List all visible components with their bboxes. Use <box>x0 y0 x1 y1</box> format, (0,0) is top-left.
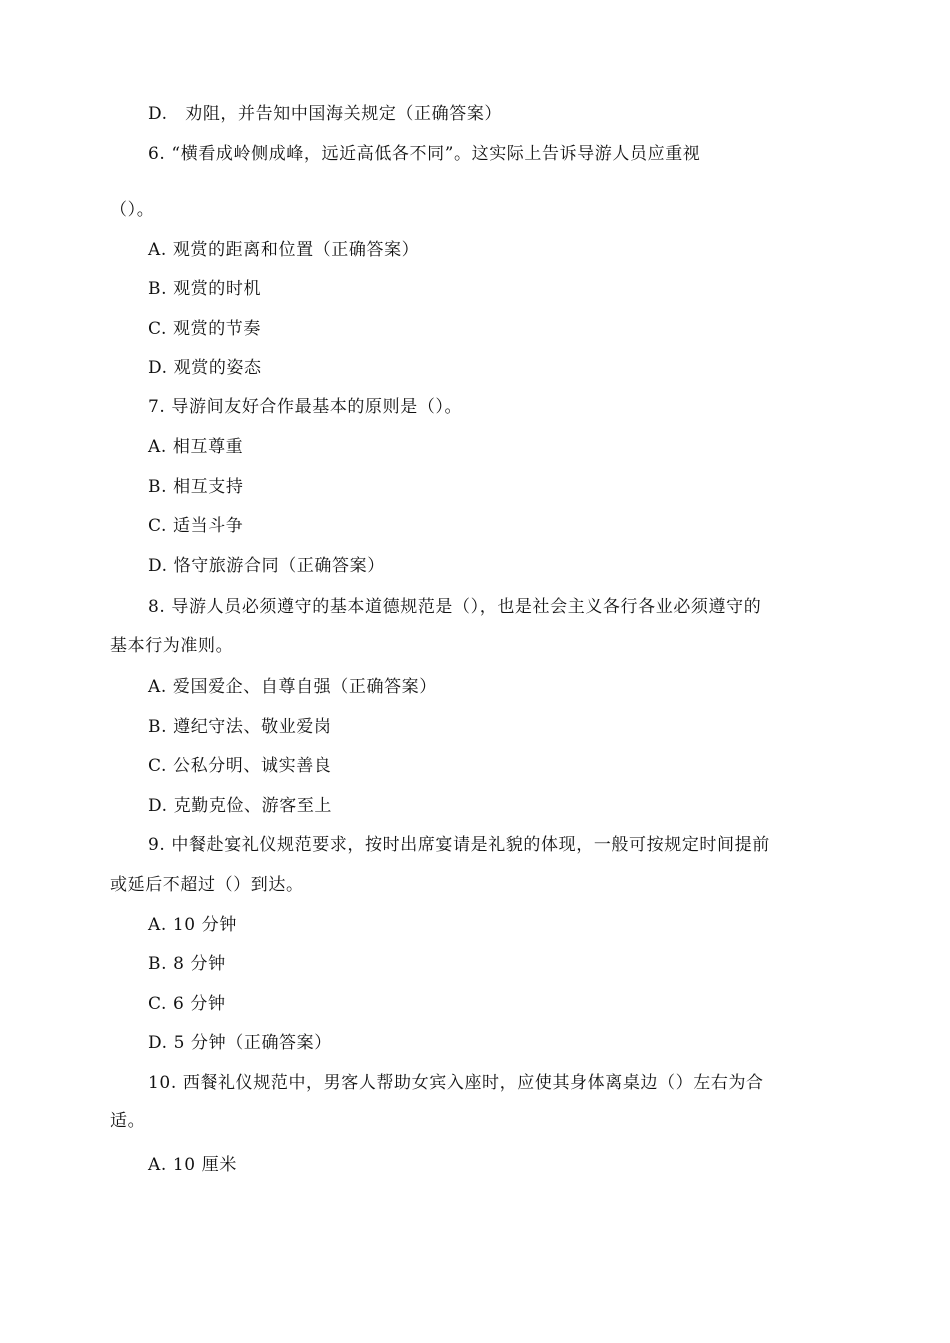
option-7-a: A. 相互尊重 <box>148 437 244 457</box>
option-6-c: C. 观赏的节奏 <box>148 319 262 339</box>
question-6: 6. “横看成岭侧成峰，远近高低各不同”。这实际上告诉导游人员应重视 <box>148 144 701 164</box>
question-8: 8. 导游人员必须遵守的基本道德规范是（），也是社会主义各行各业必须遵守的 <box>148 597 762 617</box>
option-9-a: A. 10 分钟 <box>148 915 237 935</box>
option-8-d: D. 克勤克俭、游客至上 <box>148 796 333 816</box>
question-8-continued: 基本行为准则。 <box>110 636 234 656</box>
question-7: 7. 导游间友好合作最基本的原则是（）。 <box>148 397 463 417</box>
question-9: 9. 中餐赴宴礼仪规范要求，按时出席宴请是礼貌的体现，一般可按规定时间提前 <box>148 835 770 855</box>
option-5-d: D. 劝阻，并告知中国海关规定（正确答案） <box>148 104 503 124</box>
option-7-b: B. 相互支持 <box>148 477 244 497</box>
option-6-b: B. 观赏的时机 <box>148 279 262 299</box>
question-9-continued: 或延后不超过（）到达。 <box>110 875 304 895</box>
option-8-b: B. 遵纪守法、敬业爱岗 <box>148 717 332 737</box>
option-7-d: D. 恪守旅游合同（正确答案） <box>148 556 385 576</box>
question-10: 10. 西餐礼仪规范中，男客人帮助女宾入座时，应使其身体离桌边（）左右为合 <box>148 1073 764 1093</box>
option-7-c: C. 适当斗争 <box>148 516 244 536</box>
option-9-d: D. 5 分钟（正确答案） <box>148 1033 332 1053</box>
option-8-a: A. 爱国爱企、自尊自强（正确答案） <box>148 677 437 697</box>
option-9-b: B. 8 分钟 <box>148 954 226 974</box>
question-6-continued: （）。 <box>110 200 155 220</box>
option-6-d: D. 观赏的姿态 <box>148 358 262 378</box>
option-9-c: C. 6 分钟 <box>148 994 226 1014</box>
question-10-continued: 适。 <box>110 1111 146 1131</box>
option-10-a: A. 10 厘米 <box>148 1155 237 1175</box>
option-8-c: C. 公私分明、诚实善良 <box>148 756 332 776</box>
option-6-a: A. 观赏的距离和位置（正确答案） <box>148 240 420 260</box>
